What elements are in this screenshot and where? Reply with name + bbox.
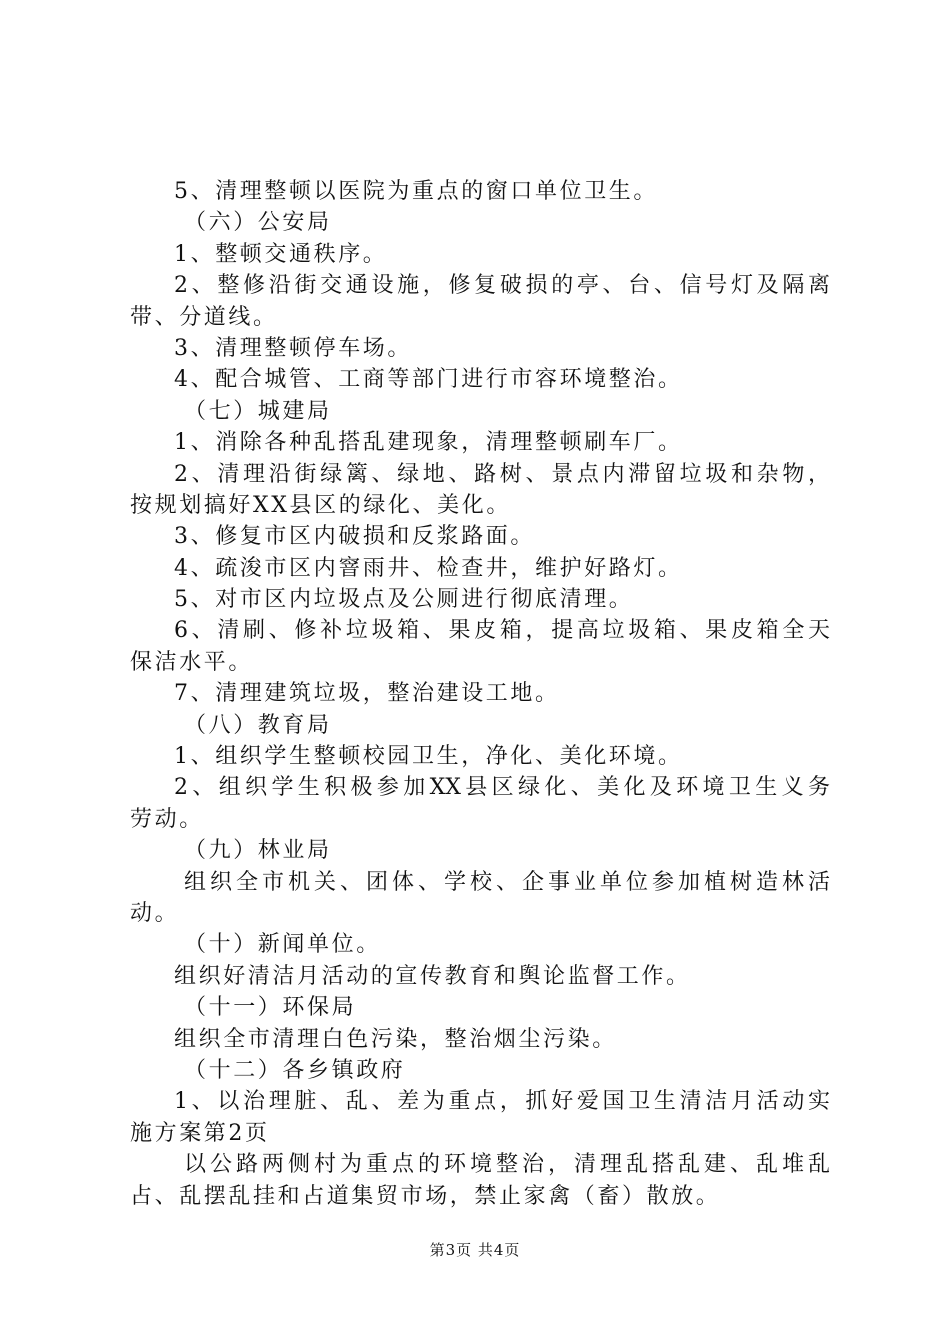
paragraph-line: （六）公安局 xyxy=(184,210,332,236)
paragraph-line: 按规划搞好XX县区的绿化、美化。 xyxy=(130,492,511,518)
paragraph-line: （十一）环保局 xyxy=(184,995,357,1021)
paragraph-line: 劳动。 xyxy=(130,806,204,832)
paragraph-line: 1、整顿交通秩序。 xyxy=(174,241,388,267)
paragraph-line: 2、清理沿街绿篱、绿地、路树、景点内滞留垃圾和杂物， xyxy=(174,461,830,487)
paragraph-line: 3、清理整顿停车场。 xyxy=(174,335,412,361)
paragraph-line: 7、清理建筑垃圾，整治建设工地。 xyxy=(174,681,560,707)
paragraph-line: 5、清理整顿以医院为重点的窗口单位卫生。 xyxy=(174,179,658,204)
paragraph-line: 2、组织学生积极参加XX县区绿化、美化及环境卫生义务 xyxy=(174,775,830,801)
paragraph-line: 施方案第2页 xyxy=(130,1120,270,1146)
paragraph-line: （十）新闻单位。 xyxy=(184,932,381,958)
paragraph-line: （八）教育局 xyxy=(184,712,332,738)
paragraph-line: （十二）各乡镇政府 xyxy=(184,1057,406,1083)
paragraph-line: （七）城建局 xyxy=(184,398,332,424)
paragraph-line: 保洁水平。 xyxy=(130,649,254,675)
paragraph-line: 占、乱摆乱挂和占道集贸市场，禁止家禽（畜）散放。 xyxy=(130,1183,721,1209)
paragraph-line: 1、以治理脏、乱、差为重点，抓好爱国卫生清洁月活动实 xyxy=(174,1089,830,1115)
paragraph-line: 带、分道线。 xyxy=(130,304,278,330)
paragraph-line: 组织好清洁月活动的宣传教育和舆论监督工作。 xyxy=(174,963,691,989)
paragraph-line: 6、清刷、修补垃圾箱、果皮箱，提高垃圾箱、果皮箱全天 xyxy=(174,618,830,644)
paragraph-line: 2、整修沿街交通设施，修复破损的亭、台、信号灯及隔离 xyxy=(174,273,830,299)
document-body xyxy=(130,176,830,1212)
paragraph-line: 4、配合城管、工商等部门进行市容环境整治。 xyxy=(174,367,683,393)
paragraph-line: 动。 xyxy=(130,900,180,926)
paragraph-line: （九）林业局 xyxy=(184,838,332,864)
paragraph-line: 4、疏浚市区内窨雨井、检查井，维护好路灯。 xyxy=(174,555,683,581)
paragraph-line: 组织全市机关、团体、学校、企事业单位参加植树造林活 xyxy=(184,869,830,895)
paragraph-line: 5、对市区内垃圾点及公厕进行彻底清理。 xyxy=(174,587,634,613)
paragraph-line: 3、修复市区内破损和反浆路面。 xyxy=(174,524,535,550)
paragraph-line: 组织全市清理白色污染，整治烟尘污染。 xyxy=(174,1026,617,1052)
paragraph-line: 1、组织学生整顿校园卫生，净化、美化环境。 xyxy=(174,744,683,770)
paragraph-line: 1、消除各种乱搭乱建现象，清理整顿刷车厂。 xyxy=(174,430,683,456)
paragraph-line: 以公路两侧村为重点的环境整治，清理乱搭乱建、乱堆乱 xyxy=(184,1152,830,1178)
page-footer: 第3页 共4页 xyxy=(429,1241,521,1259)
